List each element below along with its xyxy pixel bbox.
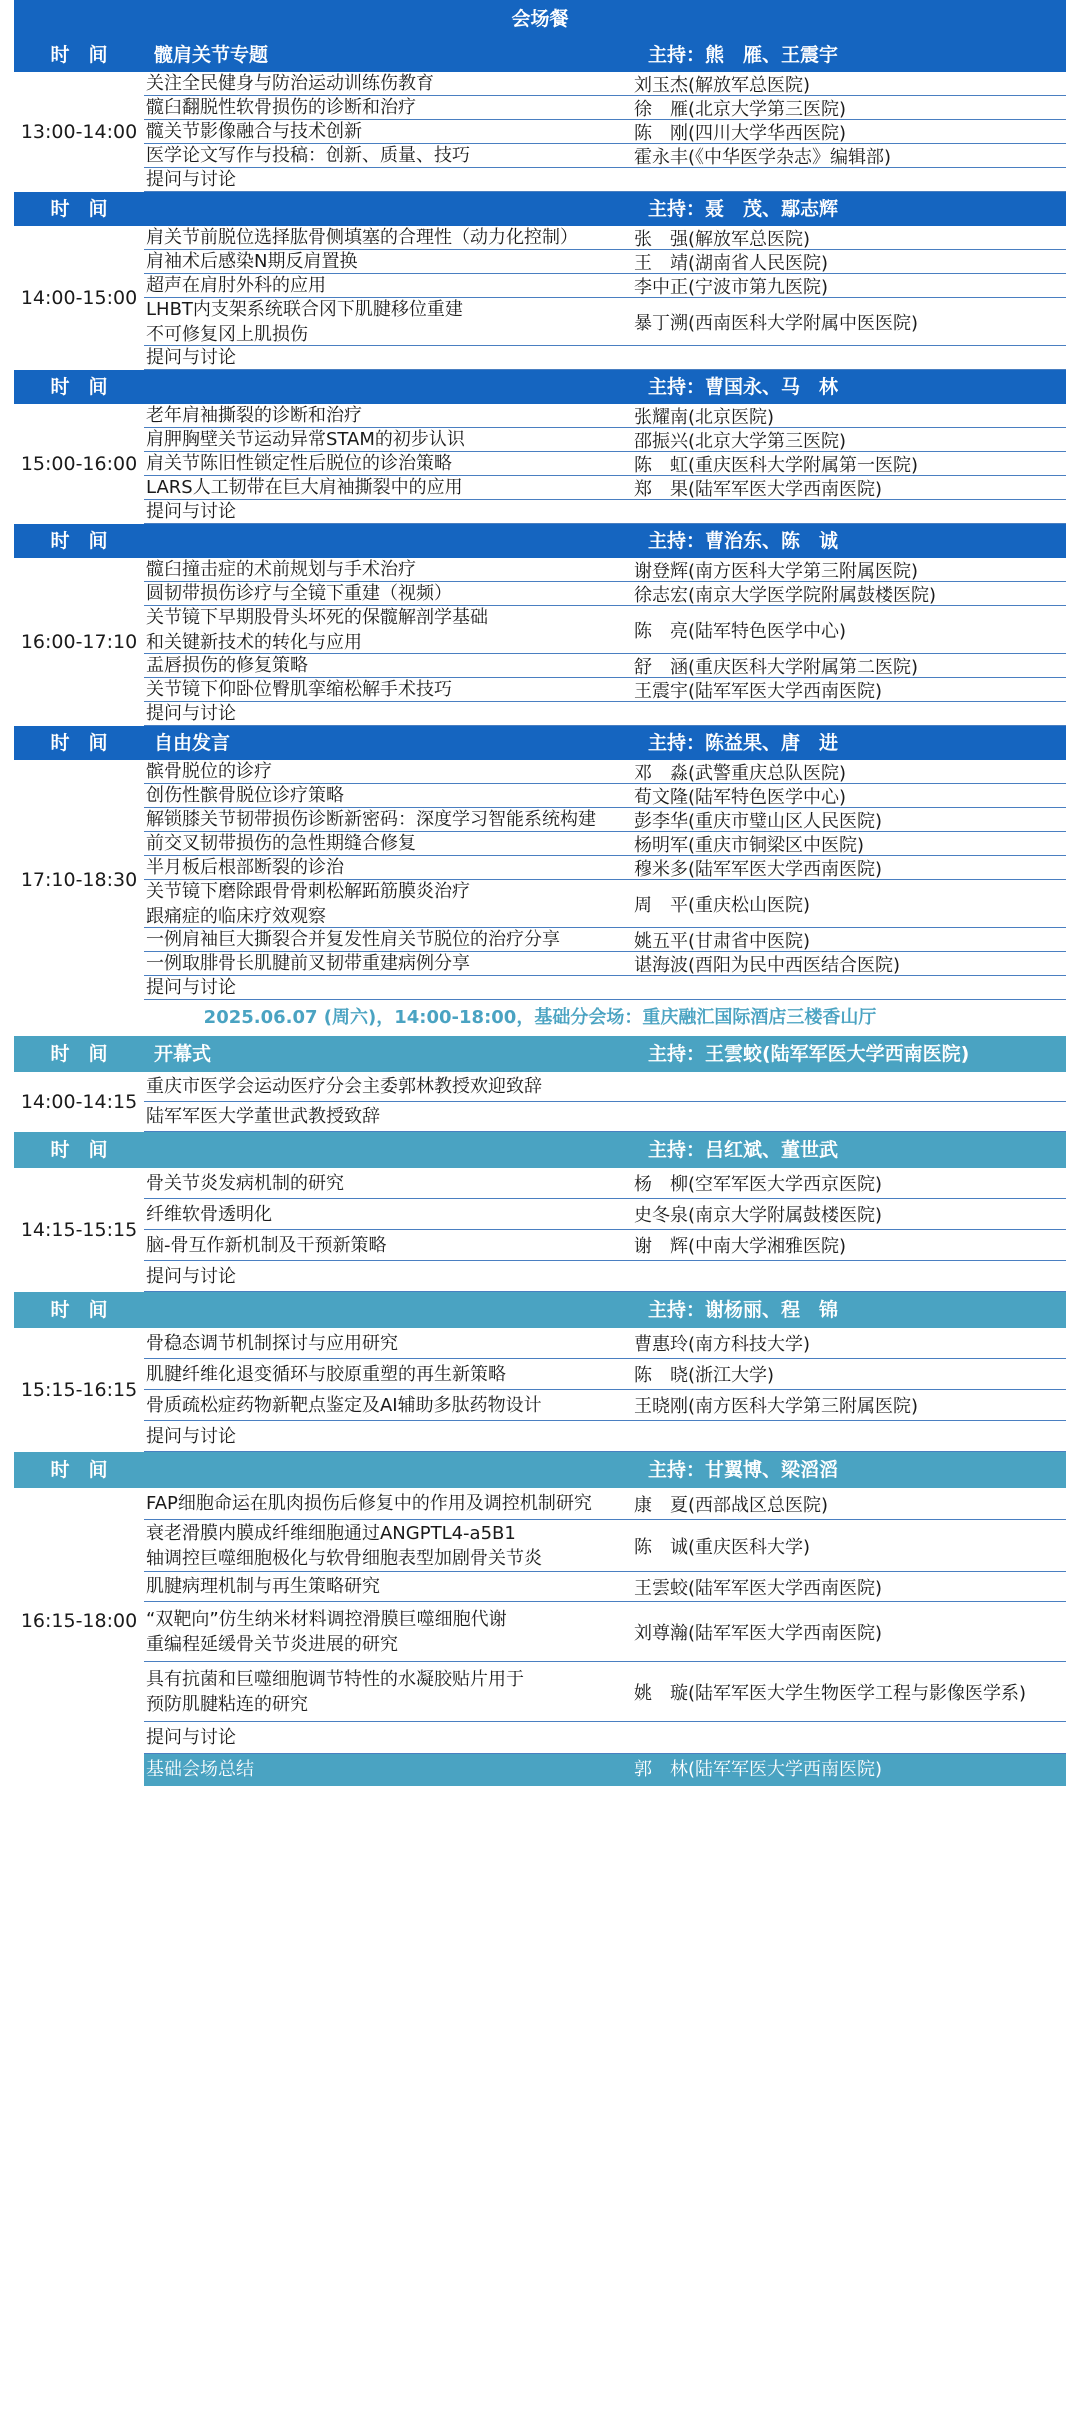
talk-title-line: 创伤性髌骨脱位诊疗策略 — [146, 785, 344, 806]
speaker — [634, 976, 1066, 999]
speaker: 张耀南(北京医院) — [634, 406, 775, 428]
time-column-label: 时 间 — [50, 1299, 108, 1321]
session-host: 主持：陈益果、唐 进 — [648, 732, 839, 754]
session-time: 15:00-16:00 — [20, 453, 138, 475]
session-time: 14:00-14:15 — [20, 1091, 138, 1113]
venue-title-banner: 会场餐 — [14, 0, 1066, 38]
talk-title — [144, 500, 634, 523]
talk-title-line: 髌骨脱位的诊疗 — [146, 761, 272, 782]
agenda-row — [144, 582, 1066, 606]
agenda-row — [144, 952, 1066, 976]
agenda-row — [144, 1390, 1066, 1421]
summary-topic: 基础会场总结 — [146, 1759, 254, 1780]
talk-title — [144, 654, 634, 677]
agenda-row — [144, 856, 1066, 880]
summary-speaker: 郭 林(陆军军医大学西南医院) — [634, 1759, 883, 1780]
talk-title-line: 关注全民健身与防治运动训练伤教育 — [146, 73, 434, 94]
talk-title-line: 一例取腓骨长肌腱前叉韧带重建病例分享 — [146, 953, 470, 974]
session-host: 主持：王雲蛟(陆军军医大学西南医院) — [648, 1043, 970, 1065]
session-host: 主持：吕红斌、董世武 — [648, 1139, 839, 1161]
speaker: 陈 刚(四川大学华西医院) — [634, 122, 847, 144]
talk-title-line: 提问与讨论 — [146, 1727, 236, 1748]
talk-title-line: 半月板后根部断裂的诊治 — [146, 857, 344, 878]
session-header — [14, 370, 1066, 404]
talk-title-line: 关节镜下仰卧位臀肌挛缩松解手术技巧 — [146, 679, 452, 700]
speaker: 刘尊瀚(陆军军医大学西南医院) — [634, 1622, 883, 1644]
session-time: 14:15-15:15 — [20, 1219, 138, 1241]
speaker — [634, 1421, 1066, 1451]
talk-title-line: LHBT内支架系统联合冈下肌腱移位重建 — [146, 298, 463, 320]
agenda-row — [144, 784, 1066, 808]
talk-title-line: 骨稳态调节机制探讨与应用研究 — [146, 1332, 398, 1354]
talk-title — [144, 120, 634, 143]
talk-title — [144, 1421, 634, 1451]
talk-title-line: 关节镜下早期股骨头坏死的保髋解剖学基础 — [146, 606, 488, 628]
agenda-row — [144, 1328, 1066, 1359]
talk-title-line: 骨质疏松症药物新靶点鉴定及AI辅助多肽药物设计 — [146, 1394, 542, 1416]
speaker: 王 靖(湖南省人民医院) — [634, 252, 829, 274]
session-host: 主持：曹国永、马 林 — [648, 376, 839, 398]
agenda-row — [144, 1602, 1066, 1662]
agenda-row — [144, 500, 1066, 524]
time-column-label: 时 间 — [50, 732, 108, 754]
speaker — [634, 500, 1066, 523]
talk-title-line: 重庆市医学会运动医疗分会主委郭林教授欢迎致辞 — [146, 1076, 542, 1097]
talk-title — [144, 96, 634, 119]
talk-title — [144, 856, 634, 879]
agenda-row — [144, 1520, 1066, 1572]
speaker: 霍永丰(《中华医学杂志》编辑部) — [634, 146, 892, 168]
speaker: 陈 虹(重庆医科大学附属第一医院) — [634, 454, 919, 476]
speaker: 杨明军(重庆市铜梁区中医院) — [634, 834, 865, 856]
time-column-label: 时 间 — [50, 198, 108, 220]
talk-title-line: 轴调控巨噬细胞极化与软骨细胞表型加剧骨关节炎 — [146, 1547, 542, 1569]
talk-title — [144, 168, 634, 191]
talk-title — [144, 1199, 634, 1229]
talk-title-line: 衰老滑膜内膜成纤维细胞通过ANGPTL4-a5B1 — [146, 1522, 516, 1544]
agenda-row — [144, 346, 1066, 370]
agenda-row — [144, 1168, 1066, 1199]
session-header — [14, 1292, 1066, 1328]
session-time: 17:10-18:30 — [20, 869, 138, 891]
talk-title-line: 提问与讨论 — [146, 169, 236, 190]
session-time: 16:15-18:00 — [20, 1610, 138, 1632]
talk-title-line: 肌腱病理机制与再生策略研究 — [146, 1576, 380, 1597]
agenda-row — [144, 1572, 1066, 1602]
speaker — [634, 702, 1066, 725]
speaker: 姚五平(甘肃省中医院) — [634, 930, 811, 952]
agenda-row — [144, 1421, 1066, 1452]
speaker: 谌海波(酉阳为民中西医结合医院) — [634, 954, 901, 976]
talk-title — [144, 582, 634, 605]
speaker: 彭李华(重庆市璧山区人民医院) — [634, 810, 883, 832]
talk-title-line: 肌腱纤维化退变循环与胶原重塑的再生新策略 — [146, 1363, 506, 1385]
talk-title — [144, 404, 634, 427]
talk-title-line: 不可修复冈上肌损伤 — [146, 323, 308, 345]
talk-title-line: LARS人工韧带在巨大肩袖撕裂中的应用 — [146, 477, 463, 498]
talk-title-line: 一例肩袖巨大撕裂合并复发性肩关节脱位的治疗分享 — [146, 929, 560, 950]
agenda-row — [144, 1230, 1066, 1261]
talk-title-line: 陆军军医大学董世武教授致辞 — [146, 1106, 380, 1127]
agenda-row — [144, 168, 1066, 192]
agenda-row — [144, 702, 1066, 726]
speaker: 徐 雁(北京大学第三医院) — [634, 98, 847, 120]
speaker — [634, 1102, 1066, 1131]
agenda-row — [144, 880, 1066, 928]
agenda-row — [144, 428, 1066, 452]
speaker: 史冬泉(南京大学附属鼓楼医院) — [634, 1205, 883, 1226]
agenda-row — [144, 96, 1066, 120]
agenda-row — [144, 452, 1066, 476]
talk-title-line: 骨关节炎发病机制的研究 — [146, 1172, 344, 1194]
talk-title — [144, 880, 634, 927]
talk-title-line: FAP细胞命运在肌肉损伤后修复中的作用及调控机制研究 — [146, 1493, 592, 1514]
session-header — [14, 1132, 1066, 1168]
speaker: 杨 柳(空军军医大学西京医院) — [634, 1174, 883, 1195]
agenda-row — [144, 1359, 1066, 1390]
talk-title — [144, 274, 634, 297]
speaker: 邓 淼(武警重庆总队医院) — [634, 762, 847, 784]
time-column-label: 时 间 — [50, 1459, 108, 1481]
speaker — [634, 168, 1066, 191]
time-column-label: 时 间 — [50, 530, 108, 552]
talk-title-line: “双靶向”仿生纳米材料调控滑膜巨噬细胞代谢 — [146, 1608, 507, 1630]
speaker: 陈 诚(重庆医科大学) — [634, 1536, 811, 1558]
agenda-row — [144, 1488, 1066, 1520]
session-header — [14, 38, 1066, 72]
talk-title — [144, 1072, 634, 1101]
talk-title-line: 老年肩袖撕裂的诊断和治疗 — [146, 405, 362, 426]
talk-title-line: 髋关节影像融合与技术创新 — [146, 121, 362, 142]
speaker: 刘玉杰(解放军总医院) — [634, 74, 811, 96]
talk-title — [144, 250, 634, 273]
speaker: 谢 辉(中南大学湘雅医院) — [634, 1236, 847, 1257]
talk-title — [144, 226, 634, 249]
talk-title — [144, 72, 634, 95]
talk-title-line: 肩胛胸壁关节运动异常STAM的初步认识 — [146, 429, 465, 450]
talk-title-line: 关节镜下磨除跟骨骨刺松解跖筋膜炎治疗 — [146, 880, 470, 902]
talk-title — [144, 1261, 634, 1291]
agenda-row — [144, 298, 1066, 346]
talk-title — [144, 760, 634, 783]
speaker: 李中正(宁波市第九医院) — [634, 276, 829, 298]
talk-title-line: 超声在肩肘外科的应用 — [146, 275, 326, 296]
speaker — [634, 346, 1066, 369]
talk-title-line: 肩关节前脱位选择肱骨侧填塞的合理性（动力化控制） — [146, 227, 578, 248]
talk-title — [144, 346, 634, 369]
agenda-row — [144, 558, 1066, 582]
talk-title-line: 肩关节陈旧性锁定性后脱位的诊治策略 — [146, 453, 452, 474]
talk-title — [144, 144, 634, 167]
agenda-row — [144, 1662, 1066, 1722]
speaker: 谢登辉(南方医科大学第三附属医院) — [634, 560, 919, 582]
talk-title-line: 具有抗菌和巨噬细胞调节特性的水凝胶贴片用于 — [146, 1668, 524, 1690]
agenda-row — [144, 274, 1066, 298]
talk-title-line: 提问与讨论 — [146, 703, 236, 724]
talk-title-line: 重编程延缓骨关节炎进展的研究 — [146, 1633, 398, 1655]
speaker: 陈 晓(浙江大学) — [634, 1365, 775, 1386]
talk-title — [144, 1488, 634, 1519]
talk-title-line: 预防肌腱粘连的研究 — [146, 1693, 308, 1715]
speaker: 邵振兴(北京大学第三医院) — [634, 430, 847, 452]
talk-title — [144, 1390, 634, 1420]
talk-title-line: 跟痛症的临床疗效观察 — [146, 905, 326, 927]
speaker: 徐志宏(南京大学医学院附属鼓楼医院) — [634, 584, 937, 606]
agenda-row — [144, 226, 1066, 250]
speaker: 王晓刚(南方医科大学第三附属医院) — [634, 1396, 919, 1417]
session-time: 15:15-16:15 — [20, 1379, 138, 1401]
talk-title-line: 脑-骨互作新机制及干预新策略 — [146, 1234, 387, 1256]
time-column-label: 时 间 — [50, 44, 108, 66]
agenda-row — [144, 832, 1066, 856]
time-column-label: 时 间 — [50, 1043, 108, 1065]
talk-title — [144, 1230, 634, 1260]
talk-title — [144, 928, 634, 951]
agenda-row — [144, 1261, 1066, 1292]
summary-row — [144, 1754, 1066, 1786]
session-host: 主持：谢杨丽、程 锦 — [648, 1299, 839, 1321]
agenda-row — [144, 250, 1066, 274]
date-venue-banner: 2025.06.07 (周六)，14:00-18:00，基础分会场：重庆融汇国际酒店三楼香山厅 — [14, 1000, 1066, 1036]
talk-title — [144, 1520, 634, 1571]
talk-title — [144, 428, 634, 451]
speaker: 王雲蛟(陆军军医大学西南医院) — [634, 1577, 883, 1599]
time-column-label: 时 间 — [50, 376, 108, 398]
talk-title — [144, 606, 634, 653]
talk-title-line: 和关键新技术的转化与应用 — [146, 631, 362, 653]
agenda-row — [144, 976, 1066, 1000]
talk-title-line: 纤维软骨透明化 — [146, 1203, 272, 1225]
session-topic: 自由发言 — [154, 732, 231, 754]
speaker: 暴丁溯(西南医科大学附属中医医院) — [634, 312, 919, 334]
talk-title — [144, 298, 634, 345]
talk-title — [144, 784, 634, 807]
agenda-row — [144, 1072, 1066, 1102]
agenda-row — [144, 606, 1066, 654]
speaker: 康 夏(西部战区总医院) — [634, 1494, 829, 1516]
talk-title — [144, 1572, 634, 1601]
talk-title-line: 髋臼翻脱性软骨损伤的诊断和治疗 — [146, 97, 416, 118]
talk-title-line: 提问与讨论 — [146, 347, 236, 368]
session-time: 13:00-14:00 — [20, 121, 138, 143]
agenda-row — [144, 120, 1066, 144]
talk-title — [144, 808, 634, 831]
talk-title — [144, 452, 634, 475]
agenda-row — [144, 678, 1066, 702]
talk-title-line: 提问与讨论 — [146, 501, 236, 522]
talk-title — [144, 702, 634, 725]
talk-title — [144, 1168, 634, 1198]
talk-title-line: 髋臼撞击症的术前规划与手术治疗 — [146, 559, 416, 580]
session-time: 14:00-15:00 — [20, 287, 138, 309]
agenda-row — [144, 1102, 1066, 1132]
session-topic: 开幕式 — [154, 1043, 212, 1065]
talk-title — [144, 952, 634, 975]
talk-title-line: 提问与讨论 — [146, 1425, 236, 1447]
talk-title — [144, 558, 634, 581]
talk-title-line: 解锁膝关节韧带损伤诊断新密码：深度学习智能系统构建 — [146, 809, 596, 830]
session-host: 主持：熊 雁、王震宇 — [648, 44, 839, 66]
talk-title-line: 盂唇损伤的修复策略 — [146, 655, 308, 676]
talk-title-line: 肩袖术后感染N期反肩置换 — [146, 251, 358, 272]
speaker: 王震宇(陆军军医大学西南医院) — [634, 680, 883, 702]
session-header — [14, 524, 1066, 558]
session-host: 主持：聂 茂、鄢志辉 — [648, 198, 839, 220]
speaker: 郑 果(陆军军医大学西南医院) — [634, 478, 883, 500]
talk-title-line: 圆韧带损伤诊疗与全镜下重建（视频） — [146, 583, 452, 604]
agenda-row — [144, 928, 1066, 952]
speaker: 陈 亮(陆军特色医学中心) — [634, 620, 847, 642]
agenda-row — [144, 1722, 1066, 1754]
session-host: 主持：甘翼博、梁滔滔 — [648, 1459, 839, 1481]
speaker: 荀文隆(陆军特色医学中心) — [634, 786, 847, 808]
speaker: 曹惠玲(南方科技大学) — [634, 1334, 811, 1355]
session-header — [14, 192, 1066, 226]
talk-title-line: 提问与讨论 — [146, 977, 236, 998]
speaker — [634, 1261, 1066, 1291]
agenda-row — [144, 144, 1066, 168]
talk-title-line: 医学论文写作与投稿：创新、质量、技巧 — [146, 145, 470, 166]
talk-title-line: 前交叉韧带损伤的急性期缝合修复 — [146, 833, 416, 854]
speaker: 张 强(解放军总医院) — [634, 228, 811, 250]
speaker: 周 平(重庆松山医院) — [634, 894, 811, 916]
session-time: 16:00-17:10 — [20, 631, 138, 653]
talk-title — [144, 976, 634, 999]
speaker — [634, 1072, 1066, 1101]
speaker: 穆米多(陆军军医大学西南医院) — [634, 858, 883, 880]
agenda-row — [144, 654, 1066, 678]
talk-title — [144, 1102, 634, 1131]
agenda-row — [144, 1199, 1066, 1230]
talk-title — [144, 1602, 634, 1661]
agenda-row — [144, 476, 1066, 500]
session-header — [14, 1452, 1066, 1488]
session-header — [14, 726, 1066, 760]
speaker: 舒 涵(重庆医科大学附属第二医院) — [634, 656, 919, 678]
session-host: 主持：曹治东、陈 诚 — [648, 530, 839, 552]
agenda-row — [144, 808, 1066, 832]
talk-title — [144, 832, 634, 855]
session-topic: 髋肩关节专题 — [154, 44, 269, 66]
talk-title-line: 提问与讨论 — [146, 1265, 236, 1287]
talk-title — [144, 1722, 634, 1753]
speaker: 姚 璇(陆军军医大学生物医学工程与影像医学系) — [634, 1682, 1027, 1704]
speaker — [634, 1722, 1066, 1753]
talk-title — [144, 1662, 634, 1721]
agenda-row — [144, 72, 1066, 96]
time-column-label: 时 间 — [50, 1139, 108, 1161]
talk-title — [144, 678, 634, 701]
talk-title — [144, 1328, 634, 1358]
agenda-row — [144, 760, 1066, 784]
talk-title — [144, 1359, 634, 1389]
agenda-row — [144, 404, 1066, 428]
talk-title — [144, 476, 634, 499]
session-header — [14, 1036, 1066, 1072]
